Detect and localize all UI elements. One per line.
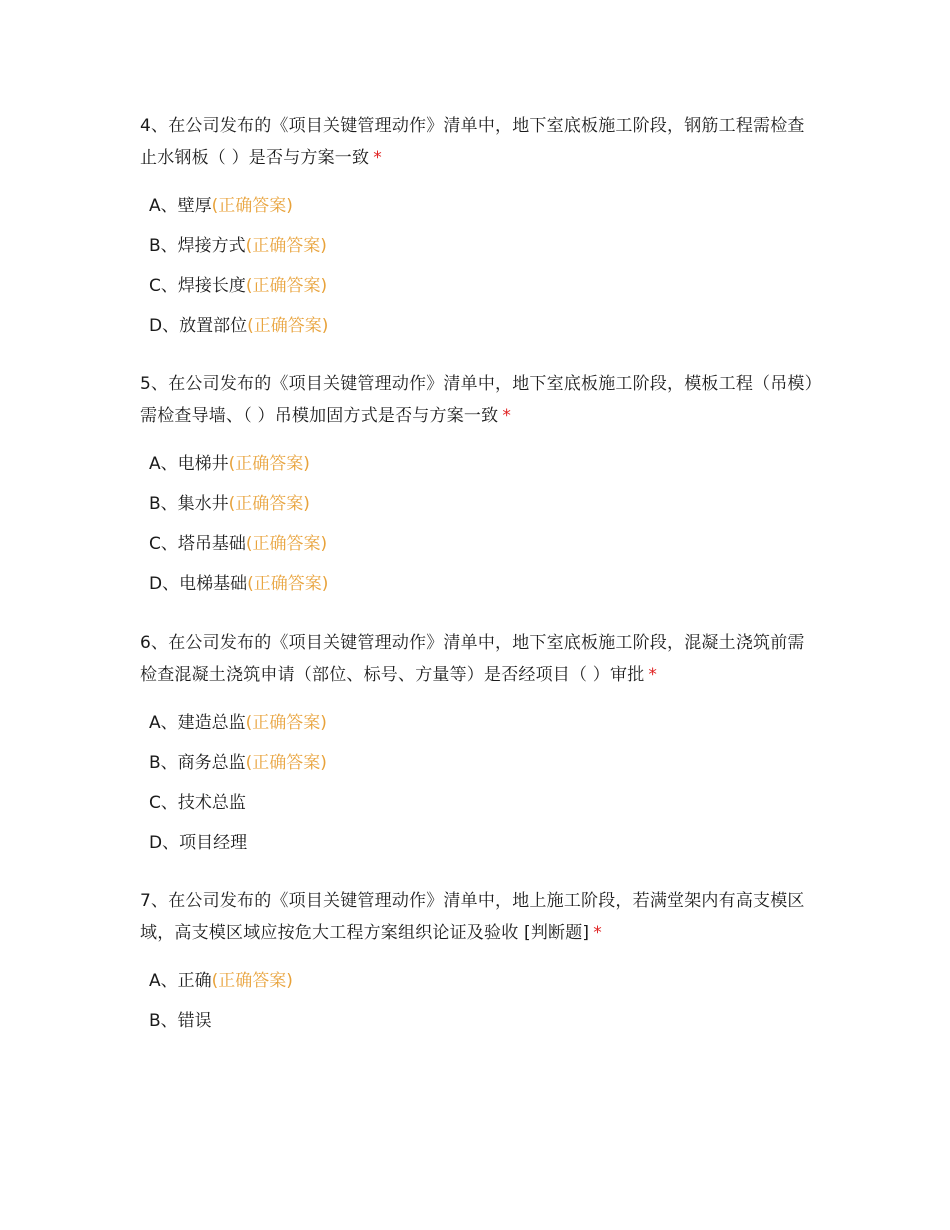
correct-answer-tag: (正确答案)	[228, 494, 310, 514]
option-d[interactable]: D、项目经理	[149, 833, 248, 853]
question-text: 5、在公司发布的《项目关键管理动作》清单中，地下室底板施工阶段，模板工程（吊模）需检查导墙、（ ）吊模加固方式是否与方案一致 *	[140, 374, 814, 426]
option-c[interactable]: C、技术总监	[149, 793, 246, 813]
option-list	[140, 961, 820, 1041]
option-b[interactable]: B、焊接方式(正确答案)	[149, 236, 327, 256]
option-list	[140, 703, 820, 863]
correct-answer-tag: (正确答案)	[247, 574, 329, 594]
required-mark: *	[373, 148, 382, 168]
option-a[interactable]: A、正确(正确答案)	[149, 971, 293, 991]
question-text: 7、在公司发布的《项目关键管理动作》清单中，地上施工阶段，若满堂架内有高支模区域，高支模区域应按危大工程方案组织论证及验收 [判断题] *	[140, 891, 805, 943]
correct-answer-tag: (正确答案)	[228, 454, 310, 474]
option-c[interactable]: C、焊接长度(正确答案)	[149, 276, 328, 296]
correct-answer-tag: (正确答案)	[211, 196, 293, 216]
correct-answer-tag: (正确答案)	[245, 753, 327, 773]
option-c[interactable]: C、塔吊基础(正确答案)	[149, 534, 328, 554]
option-list	[140, 444, 820, 604]
question-4	[140, 110, 820, 346]
question-text: 4、在公司发布的《项目关键管理动作》清单中，地下室底板施工阶段，钢筋工程需检查止水钢板（ ）是否与方案一致 *	[140, 116, 805, 168]
correct-answer-tag: (正确答案)	[245, 236, 327, 256]
question-7	[140, 885, 820, 1041]
option-list	[140, 186, 820, 346]
correct-answer-tag: (正确答案)	[245, 276, 328, 296]
option-b[interactable]: B、集水井(正确答案)	[149, 494, 310, 514]
correct-answer-tag: (正确答案)	[211, 971, 293, 991]
option-a[interactable]: A、电梯井(正确答案)	[149, 454, 310, 474]
question-text: 6、在公司发布的《项目关键管理动作》清单中，地下室底板施工阶段，混凝土浇筑前需检查混凝土浇筑申请（部位、标号、方量等）是否经项目（ ）审批 *	[140, 633, 805, 685]
option-b[interactable]: B、错误	[149, 1011, 212, 1031]
correct-answer-tag: (正确答案)	[247, 316, 329, 336]
option-d[interactable]: D、电梯基础(正确答案)	[149, 574, 329, 594]
question-6	[140, 627, 820, 863]
required-mark: *	[648, 665, 658, 685]
option-a[interactable]: A、壁厚(正确答案)	[149, 196, 293, 216]
option-b[interactable]: B、商务总监(正确答案)	[149, 753, 327, 773]
required-mark: *	[502, 406, 512, 426]
option-d[interactable]: D、放置部位(正确答案)	[149, 316, 329, 336]
question-5	[140, 368, 820, 604]
correct-answer-tag: (正确答案)	[245, 713, 327, 733]
option-a[interactable]: A、建造总监(正确答案)	[149, 713, 327, 733]
required-mark: *	[593, 923, 602, 943]
correct-answer-tag: (正确答案)	[245, 534, 328, 554]
